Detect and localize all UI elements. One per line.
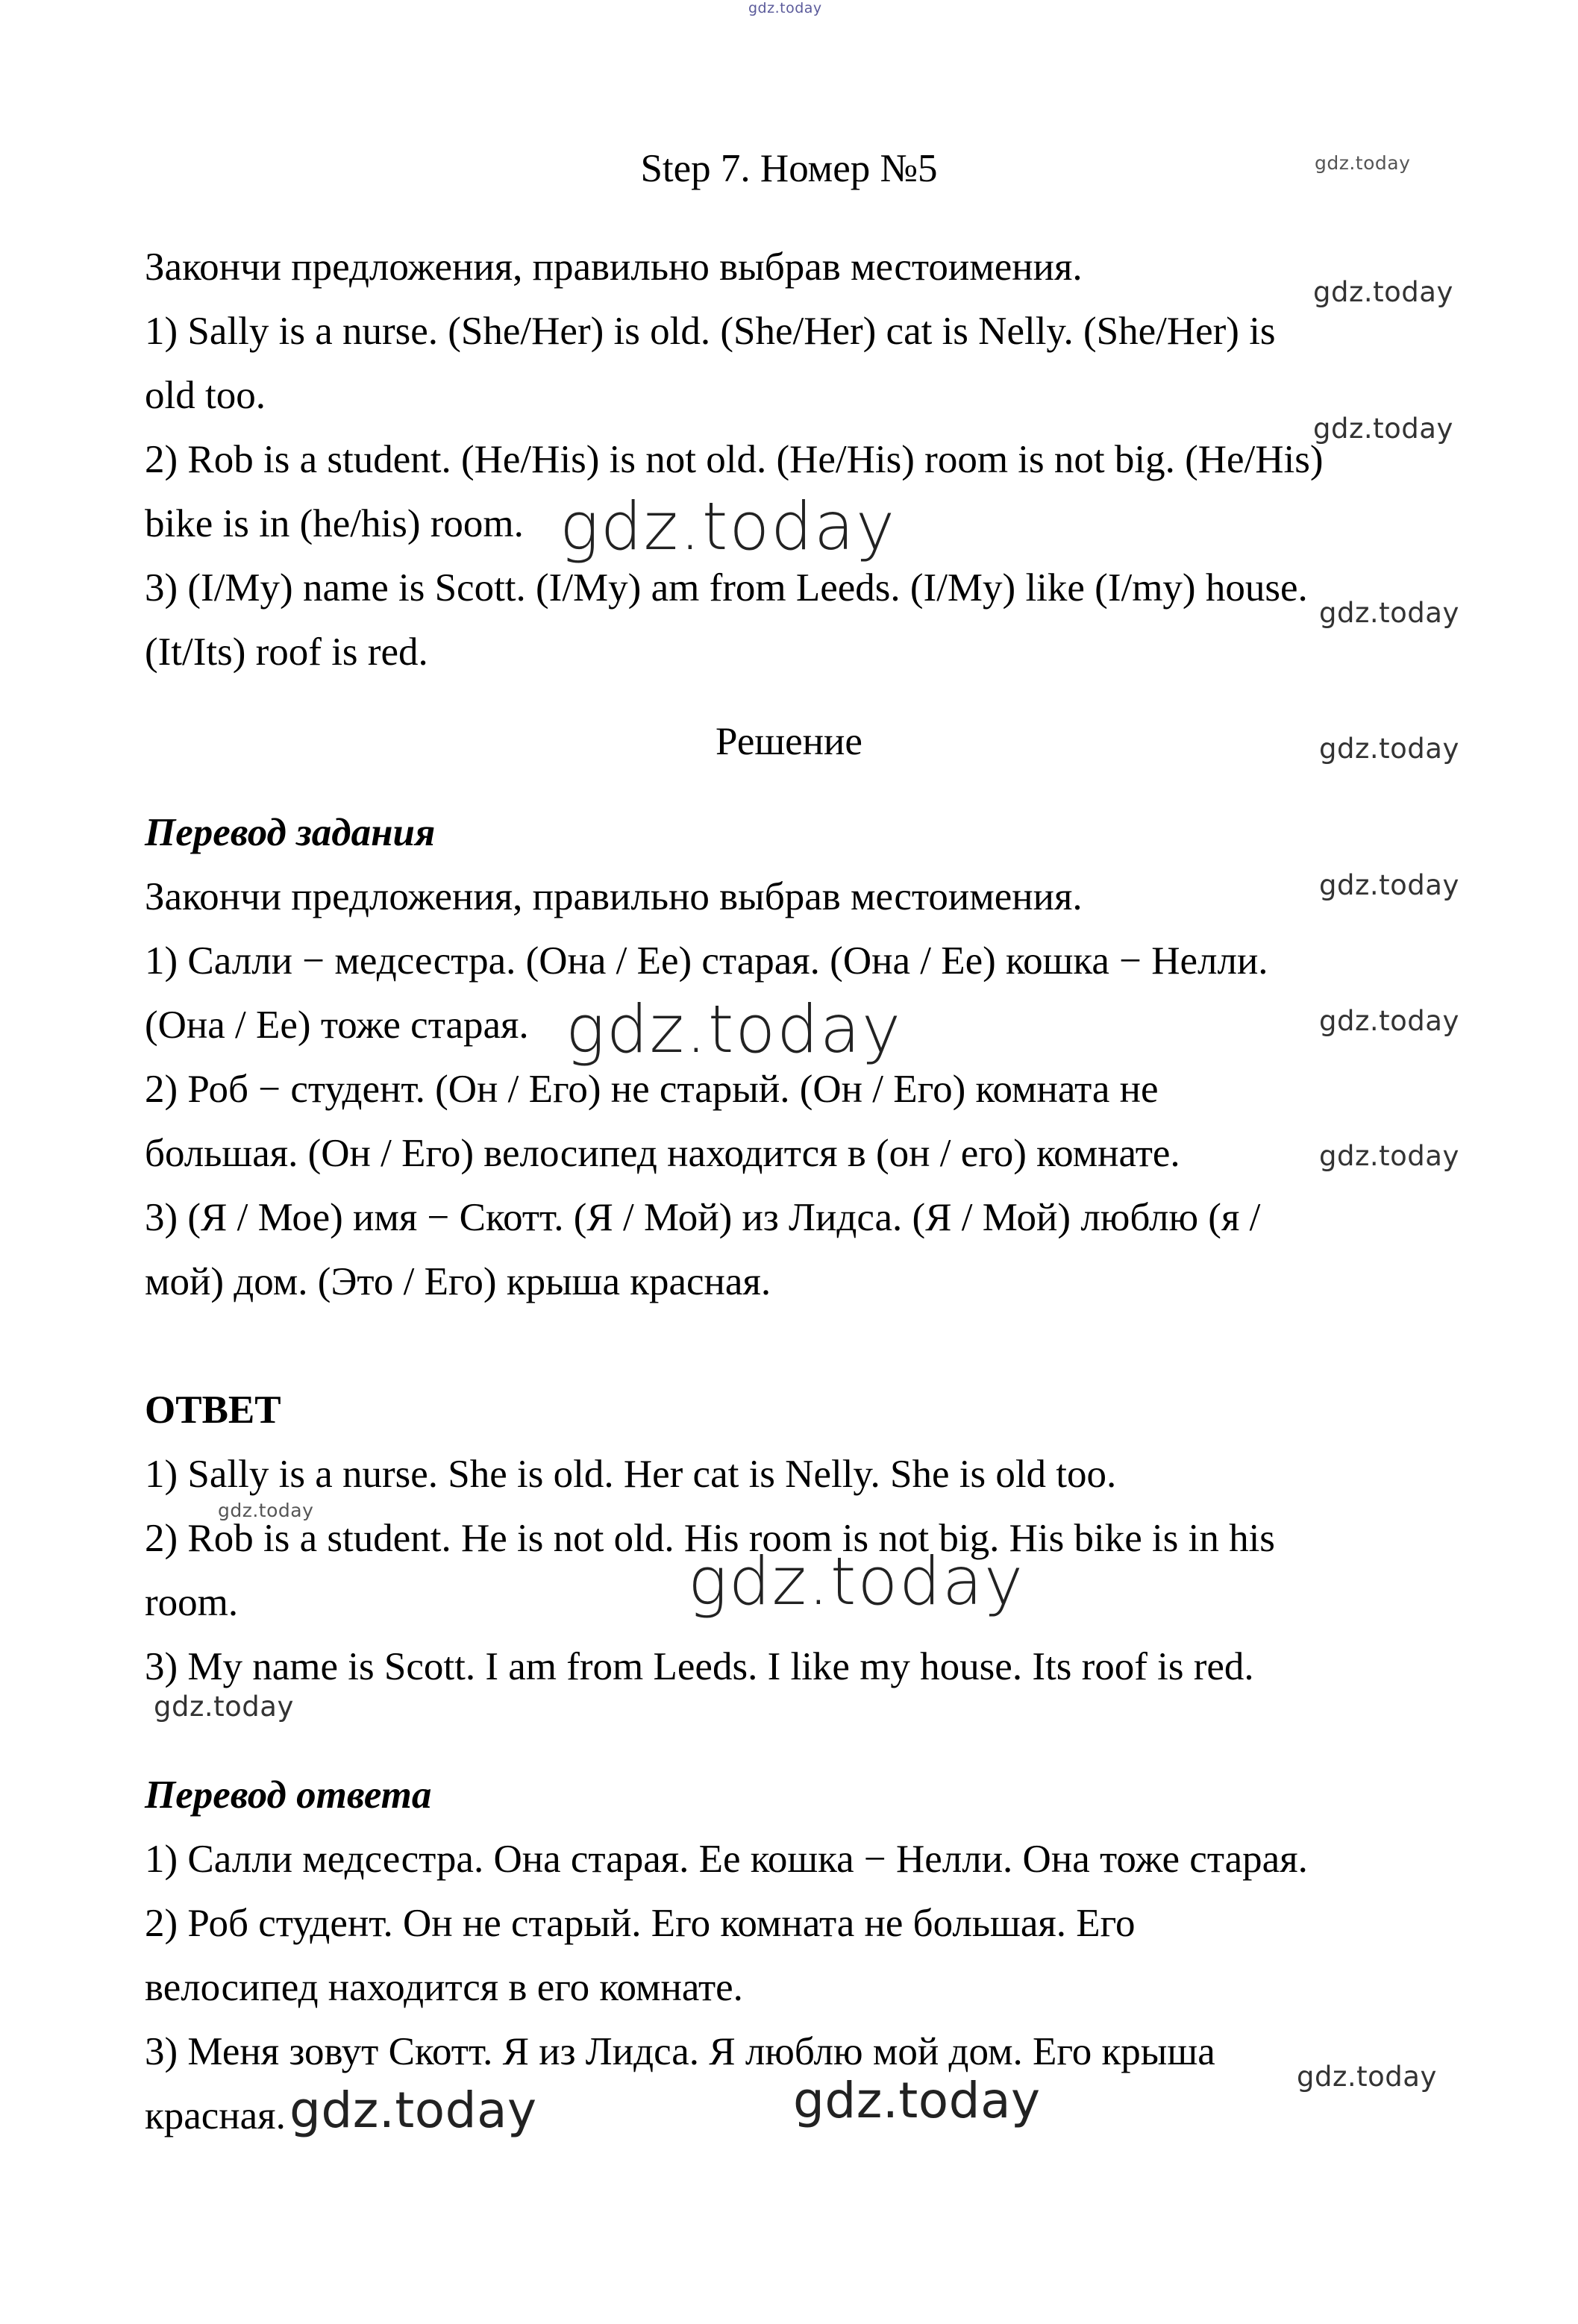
watermark-small: gdz.today [1319,1140,1459,1172]
task-line: 1) Sally is a nurse. (She/Her) is old. (She/Her) cat is Nelly. (She/Her) is [145,310,1276,353]
watermark-large: gdz.today [560,488,897,565]
task-line: 2) Rob is a student. (He/His) is not old. (He/His) room is not big. (He/His) [145,438,1324,481]
translation-task-line: (Она / Ее) тоже старая. [145,1003,529,1047]
watermark-small: gdz.today [1315,152,1411,174]
solution-label: Решение [716,720,862,763]
page-title: Step 7. Номер №5 [640,147,938,190]
watermark-small: gdz.today [1319,869,1459,901]
translation-task-line: мой) дом. (Это / Его) крыша красная. [145,1260,771,1303]
watermark-small: gdz.today [218,1500,314,1521]
translation-task-instruction: Закончи предложения, правильно выбрав местоимения. [145,875,1083,918]
translation-answer-line: 2) Роб студент. Он не старый. Его комната не большая. Его [145,1902,1136,1945]
watermark-medium: gdz.today [793,2072,1041,2129]
watermark-small: gdz.today [1319,733,1459,765]
translation-task-line: 1) Салли − медсестра. (Она / Ее) старая. (Она / Ее) кошка − Нелли. [145,939,1268,983]
translation-answer-line: велосипед находится в его комнате. [145,1966,743,2009]
watermark-small: gdz.today [154,1691,294,1723]
translation-answer-line: 1) Салли медсестра. Она старая. Ее кошка − Нелли. Она тоже старая. [145,1838,1308,1881]
watermark-small: gdz.today [1319,1005,1459,1037]
translation-task-line: 3) (Я / Мое) имя − Скотт. (Я / Мой) из Лидса. (Я / Мой) люблю (я / [145,1196,1261,1239]
watermark-small: gdz.today [1297,2061,1437,2093]
watermark-large: gdz.today [566,991,903,1068]
task-line: (It/Its) roof is red. [145,630,428,674]
answer-line: 1) Sally is a nurse. She is old. Her cat is Nelly. She is old too. [145,1453,1117,1496]
watermark-small: gdz.today [1319,597,1459,629]
task-instruction: Закончи предложения, правильно выбрав местоимения. [145,245,1083,289]
translation-answer-line: 3) Меня зовут Скотт. Я из Лидса. Я люблю мой дом. Его крыша [145,2030,1215,2073]
task-line: 3) (I/My) name is Scott. (I/My) am from Leeds. (I/My) like (I/my) house. [145,566,1308,610]
translation-answer-heading: Перевод ответа [145,1773,432,1817]
task-line: old too. [145,374,266,417]
watermark-small: gdz.today [1313,276,1453,308]
answer-line: room. [145,1581,239,1624]
translation-answer-line: красная. [145,2094,286,2137]
translation-task-line: большая. (Он / Его) велосипед находится в (он / его) комнате. [145,1132,1180,1175]
translation-task-line: 2) Роб − студент. (Он / Его) не старый. (Он / Его) комната не [145,1068,1159,1111]
answer-heading: ОТВЕТ [145,1388,281,1432]
watermark-medium: gdz.today [289,2082,537,2139]
answer-line: 3) My name is Scott. I am from Leeds. I like my house. Its roof is red. [145,1645,1254,1688]
answer-line: 2) Rob is a student. He is not old. His room is not big. His bike is in his [145,1517,1275,1560]
translation-task-heading: Перевод задания [145,811,436,854]
watermark-small: gdz.today [1313,413,1453,445]
watermark-large: gdz.today [688,1543,1025,1620]
task-line: bike is in (he/his) room. [145,502,524,545]
watermark-top: gdz.today [748,0,822,16]
